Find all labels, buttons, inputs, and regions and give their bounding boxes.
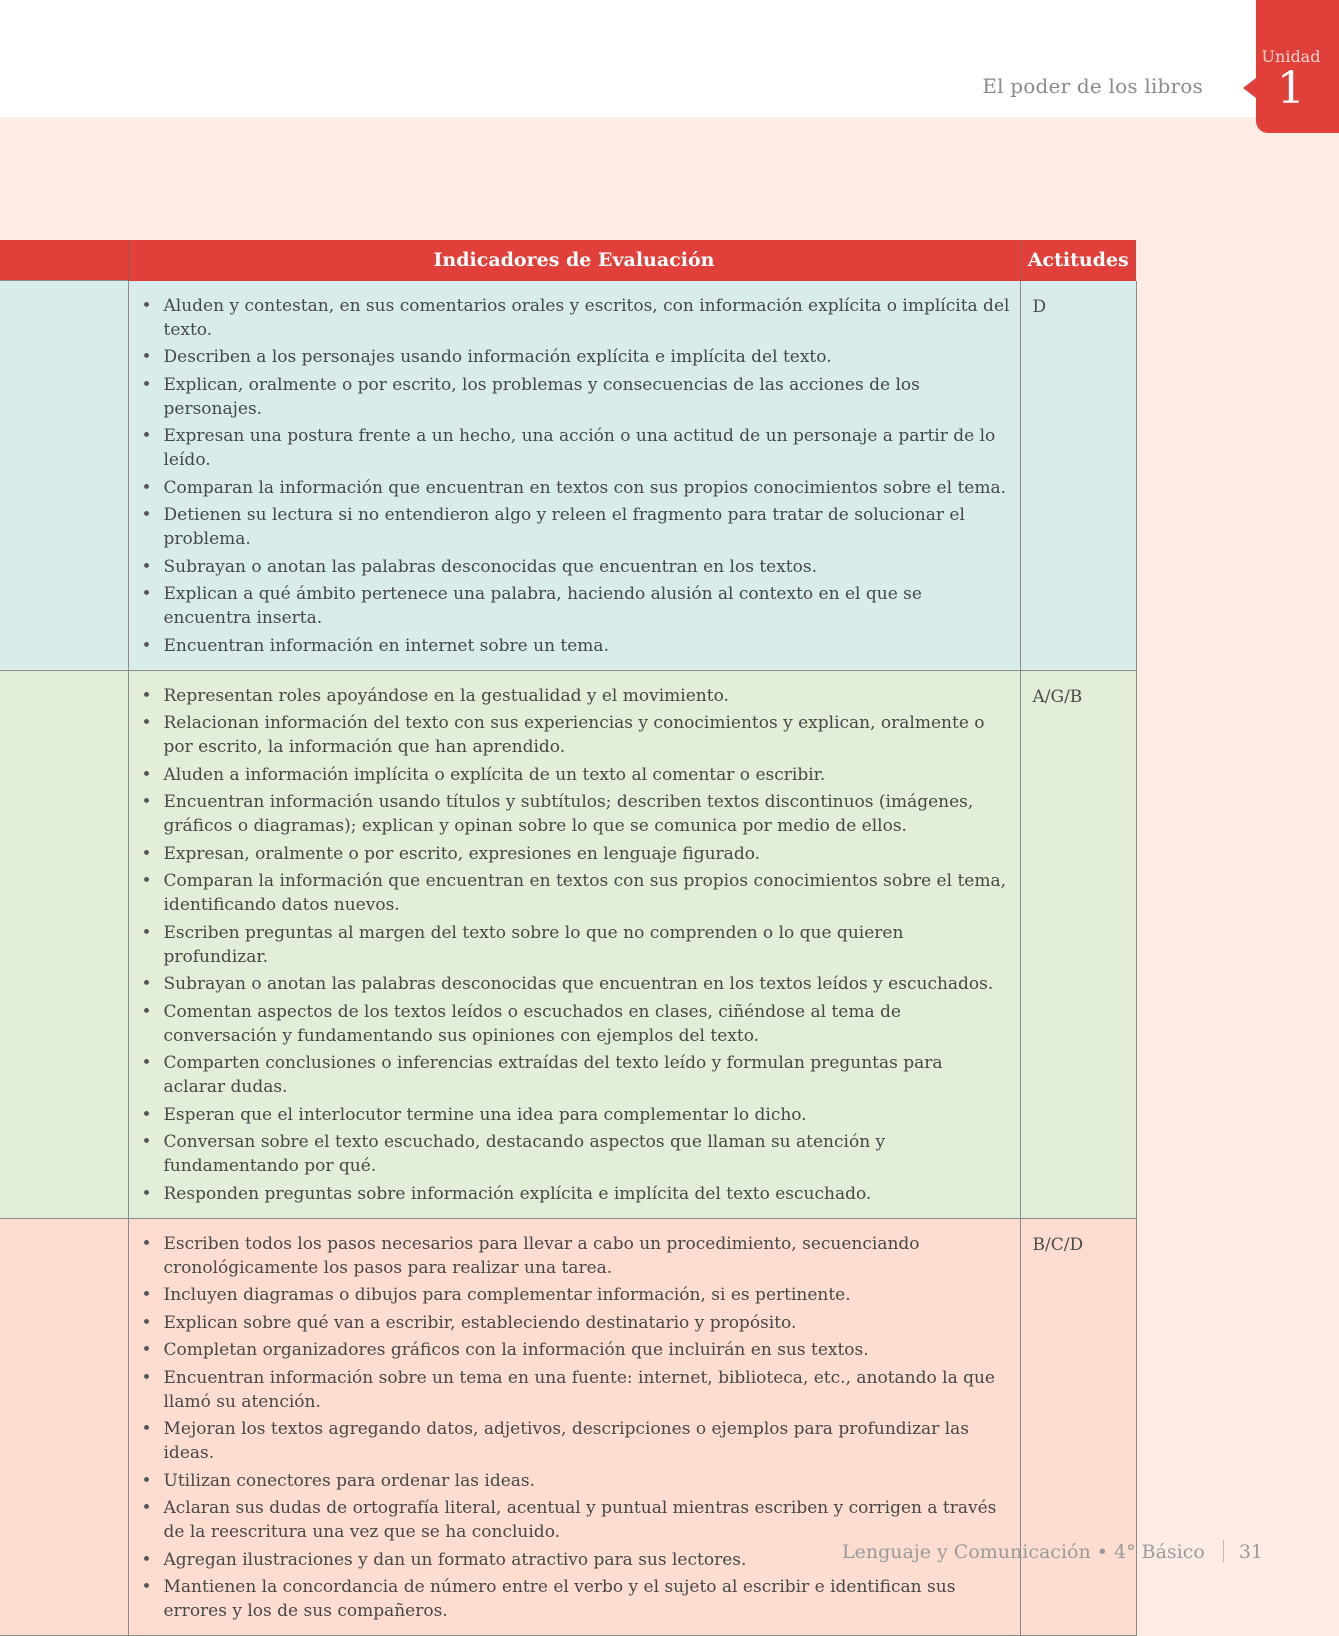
page-number: 31 bbox=[1238, 1541, 1263, 1563]
indicator-item: • Expresan una postura frente a un hecho, una acción o una actitud de un personaje a partir de lo leído. bbox=[164, 424, 1010, 472]
indicator-item: • Escriben todos los pasos necesarios para llevar a cabo un procedimiento, secuenciando cronológicamente los pasos para realizar una tarea. bbox=[164, 1232, 1010, 1280]
indicator-item: • Comparan la información que encuentran en textos con sus propios conocimientos sobre el tema. bbox=[164, 476, 1010, 500]
attitudes-cell bbox=[1020, 1218, 1136, 1636]
indicator-item: • Describen a los personajes usando información explícita e implícita del texto. bbox=[164, 345, 1010, 369]
indicator-item: • Encuentran información usando títulos y subtítulos; describen textos discontinuos (imágenes, gráficos o diagramas); explican y opinan sobre lo que se comunica por medio de ellos. bbox=[164, 790, 1010, 838]
evaluation-table bbox=[0, 240, 1137, 1636]
indicator-item: • Completan organizadores gráficos con la información que incluirán en sus textos. bbox=[164, 1338, 1010, 1362]
indicator-item: • Comparten conclusiones o inferencias extraídas del texto leído y formulan preguntas para aclarar dudas. bbox=[164, 1051, 1010, 1099]
top-band bbox=[0, 0, 1339, 117]
indicator-item: • Detienen su lectura si no entendieron algo y releen el fragmento para tratar de solucionar el problema. bbox=[164, 503, 1010, 551]
table-row bbox=[0, 670, 1136, 1218]
indicator-item: • Comparan la información que encuentran en textos con sus propios conocimientos sobre el tema, identificando datos nuevos. bbox=[164, 869, 1010, 917]
indicator-item: • Aluden y contestan, en sus comentarios orales y escritos, con información explícita o implícita del texto. bbox=[164, 294, 1010, 342]
indicator-item: • Encuentran información en internet sobre un tema. bbox=[164, 634, 1010, 658]
indicator-item: • Responden preguntas sobre información explícita e implícita del texto escuchado. bbox=[164, 1182, 1010, 1206]
indicator-item: • Explican sobre qué van a escribir, estableciendo destinatario y propósito. bbox=[164, 1311, 1010, 1335]
table-row bbox=[0, 1218, 1136, 1636]
attitudes-value: B/C/D bbox=[1032, 1234, 1084, 1255]
indicator-item: • Incluyen diagramas o dibujos para complementar información, si es pertinente. bbox=[164, 1283, 1010, 1307]
indicator-item: • Comentan aspectos de los textos leídos o escuchados en clases, ciñéndose al tema de conversación y fundamentando sus opiniones con ejemplos del texto. bbox=[164, 1000, 1010, 1048]
attitudes-value: D bbox=[1032, 296, 1047, 317]
indicator-list bbox=[129, 1219, 1020, 1636]
indicators-cell bbox=[128, 670, 1020, 1218]
table-row bbox=[0, 281, 1136, 671]
unit-label: Unidad bbox=[1261, 47, 1321, 66]
indicator-item: • Esperan que el interlocutor termine una idea para complementar lo dicho. bbox=[164, 1103, 1010, 1127]
indicator-item: • Explican a qué ámbito pertenece una palabra, haciendo alusión al contexto en el que se encuentra inserta. bbox=[164, 582, 1010, 630]
row-blank-cell bbox=[0, 1218, 128, 1636]
footer-book-title: Lenguaje y Comunicación • 4° Básico bbox=[842, 1541, 1205, 1563]
header-blank-cell bbox=[0, 240, 128, 281]
indicator-item: • Utilizan conectores para ordenar las ideas. bbox=[164, 1469, 1010, 1493]
unit-tab bbox=[1256, 0, 1339, 133]
indicator-item: • Mantienen la concordancia de número entre el verbo y el sujeto al escribir e identifican sus errores y los de sus compañeros. bbox=[164, 1575, 1010, 1623]
indicator-item: • Aluden a información implícita o explícita de un texto al comentar o escribir. bbox=[164, 763, 1010, 787]
row-blank-cell bbox=[0, 281, 128, 671]
table-header-row bbox=[0, 240, 1136, 281]
indicator-item: • Representan roles apoyándose en la gestualidad y el movimiento. bbox=[164, 684, 1010, 708]
indicators-cell bbox=[128, 281, 1020, 671]
header-attitudes: Actitudes bbox=[1020, 240, 1136, 281]
header-indicators: Indicadores de Evaluación bbox=[128, 240, 1020, 281]
indicator-list bbox=[129, 281, 1020, 670]
footer-separator bbox=[1223, 1540, 1224, 1562]
running-title: El poder de los libros bbox=[982, 74, 1203, 98]
indicator-item: • Relacionan información del texto con sus experiencias y conocimientos y explican, oralmente o por escrito, la información que han aprendido. bbox=[164, 711, 1010, 759]
indicator-item: • Subrayan o anotan las palabras desconocidas que encuentran en los textos. bbox=[164, 555, 1010, 579]
indicator-item: • Explican, oralmente o por escrito, los problemas y consecuencias de las acciones de los personajes. bbox=[164, 373, 1010, 421]
page-footer bbox=[842, 1540, 1263, 1563]
indicator-item: • Expresan, oralmente o por escrito, expresiones en lenguaje figurado. bbox=[164, 842, 1010, 866]
attitudes-cell bbox=[1020, 670, 1136, 1218]
indicator-item: • Encuentran información sobre un tema en una fuente: internet, biblioteca, etc., anotando la que llamó su atención. bbox=[164, 1366, 1010, 1414]
indicators-cell bbox=[128, 1218, 1020, 1636]
indicator-list bbox=[129, 671, 1020, 1218]
indicator-item: • Mejoran los textos agregando datos, adjetivos, descripciones o ejemplos para profundizar las ideas. bbox=[164, 1417, 1010, 1465]
indicator-item: • Conversan sobre el texto escuchado, destacando aspectos que llaman su atención y fundamentando por qué. bbox=[164, 1130, 1010, 1178]
indicator-item: • Aclaran sus dudas de ortografía literal, acentual y puntual mientras escriben y corrigen a través de la reescritura una vez que se ha concluido. bbox=[164, 1496, 1010, 1544]
indicator-item: • Subrayan o anotan las palabras desconocidas que encuentran en los textos leídos y escuchados. bbox=[164, 972, 1010, 996]
indicator-item: • Escriben preguntas al margen del texto sobre lo que no comprenden o lo que quieren profundizar. bbox=[164, 921, 1010, 969]
indicator-item: • Agregan ilustraciones y dan un formato atractivo para sus lectores. bbox=[164, 1548, 1010, 1572]
attitudes-value: A/G/B bbox=[1032, 686, 1083, 707]
attitudes-cell bbox=[1020, 281, 1136, 671]
unit-number: 1 bbox=[1277, 63, 1305, 114]
row-blank-cell bbox=[0, 670, 128, 1218]
